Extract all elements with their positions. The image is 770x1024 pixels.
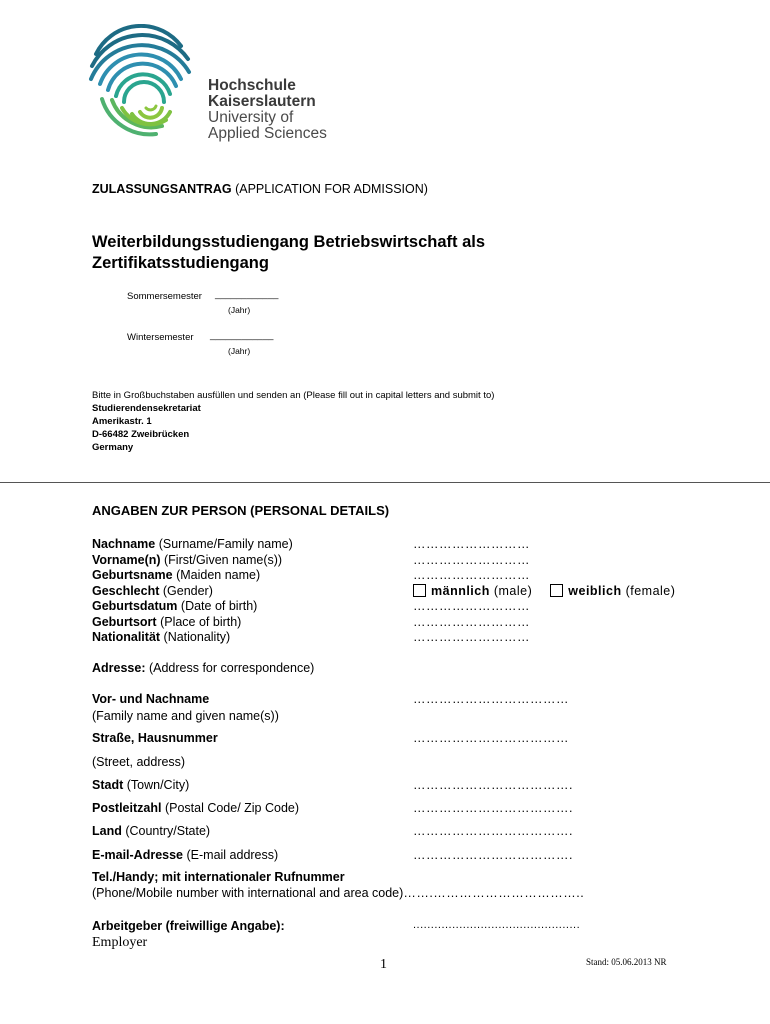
label-gender: Geschlecht (Gender) [92,583,213,598]
label-city: Stadt (Town/City) [92,778,190,792]
personal-labels [92,537,293,646]
zip-field[interactable]: ………………………………. [413,801,573,815]
mailing-city: D-66482 Zweibrücken [92,429,190,440]
winter-year-hint: (Jahr) [228,346,251,356]
gender-options [413,584,675,600]
label-maiden-name: Geburtsname (Maiden name) [92,568,261,582]
country-field[interactable]: ………………………………. [413,824,573,838]
summer-semester-label: Sommersemester [127,291,202,302]
female-label-rest: (female) [621,583,676,598]
label-employer-sub: Employer [92,935,148,950]
employer-field[interactable]: ............................................... [413,919,581,931]
label-full-name: Vor- und Nachname [92,692,210,706]
label-phone-sub: (Phone/Mobile number with international and area code)…….…………………………….. [92,886,585,900]
address-heading: Adresse: (Address for correspondence) [92,661,315,675]
birth-date-field[interactable]: ……………………… [413,599,530,613]
street-field[interactable]: ……………………………… [413,731,569,745]
title-line-1: Weiterbildungsstudiengang Betriebswirtschaft als [92,233,486,251]
brand-line-3: University of [208,109,294,126]
phone-field[interactable]: …….…………………………….. [403,886,585,900]
winter-semester-field[interactable]: ____________ [210,330,274,341]
male-checkbox[interactable] [413,584,426,597]
label-nationality: Nationalität (Nationality) [92,630,231,644]
male-label-bold: männlich [431,583,490,598]
label-full-name-sub: (Family name and given name(s)) [92,709,279,723]
admission-rest: (APPLICATION FOR ADMISSION) [231,182,428,196]
divider [0,482,770,483]
label-phone: Tel./Handy; mit internationaler Rufnummer [92,870,345,884]
university-logo-icon [86,24,196,144]
city-field[interactable]: ………………………………. [413,778,573,792]
male-label-rest: (male) [489,583,533,598]
nationality-field[interactable]: ……………………… [413,630,530,644]
label-birth-place: Geburtsort (Place of birth) [92,614,242,629]
mailing-office: Studierendensekretariat [92,403,201,414]
label-country: Land (Country/State) [92,824,211,838]
mailing-instruction: Bitte in Großbuchstaben ausfüllen und senden an (Please fill out in capital letters and submit to) [92,390,495,401]
brand-line-1: Hochschule [208,77,296,94]
label-surname: Nachname (Surname/Family name) [92,537,293,551]
page-title [92,232,612,274]
stand-date: Stand: 05.06.2013 NR [586,957,667,967]
brand-line-2: Kaiserslautern [208,93,316,110]
mailing-address [92,389,494,454]
admission-bold: ZULASSUNGSANTRAG [92,182,232,196]
given-name-field[interactable]: ……………………… [413,552,530,567]
admission-heading [92,182,428,196]
section-title: ANGABEN ZUR PERSON (PERSONAL DETAILS) [92,503,390,518]
winter-semester-label: Wintersemester [127,332,194,343]
mailing-street: Amerikastr. 1 [92,416,152,427]
mailing-country: Germany [92,442,134,453]
personal-fields [413,537,675,646]
brand-text [208,78,327,142]
label-employer: Arbeitgeber (freiwillige Angabe): [92,919,285,933]
label-email: E-mail-Adresse (E-mail address) [92,848,279,862]
title-line-2: Zertifikatsstudiengang [92,254,269,272]
maiden-name-field[interactable]: ……………………… [413,568,530,582]
female-checkbox[interactable] [550,584,563,597]
brand-line-4: Applied Sciences [208,125,327,142]
summer-semester-field[interactable]: ____________ [215,289,279,300]
full-name-field[interactable]: ……………………………… [413,692,569,706]
birth-place-field[interactable]: ……………………… [413,614,530,629]
label-birth-date: Geburtsdatum (Date of birth) [92,599,258,613]
email-field[interactable]: ………………………………. [413,848,573,862]
surname-field[interactable]: ……………………… [413,537,530,551]
label-street: Straße, Hausnummer [92,731,218,745]
page-number: 1 [380,957,387,972]
female-label-bold: weiblich [568,583,622,598]
label-zip: Postleitzahl (Postal Code/ Zip Code) [92,801,300,815]
label-given-name: Vorname(n) (First/Given name(s)) [92,552,283,567]
summer-year-hint: (Jahr) [228,305,251,315]
label-street-sub: (Street, address) [92,755,186,769]
